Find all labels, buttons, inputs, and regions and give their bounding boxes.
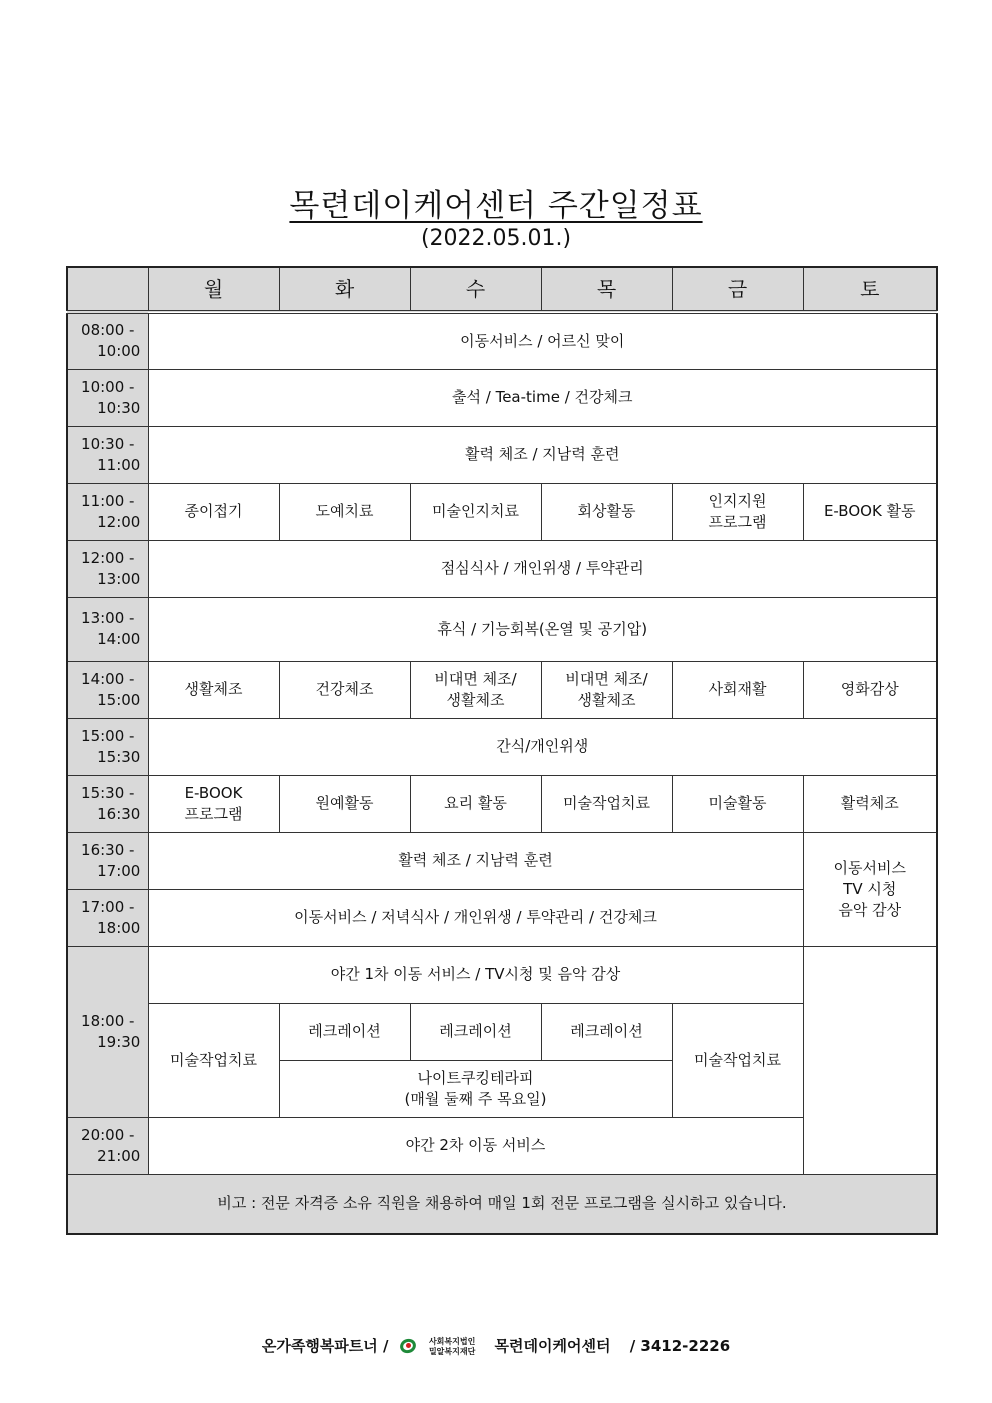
activity-cell: E-BOOK 활동 — [803, 483, 937, 540]
schedule-row — [67, 312, 937, 369]
activity-cell: 건강체조 — [279, 661, 410, 718]
activity-cell: 휴식 / 기능회복(온열 및 공기압) — [148, 597, 937, 661]
activity-cell: 비대면 체조/ 생활체조 — [541, 661, 672, 718]
activity-cell: 영화감상 — [803, 661, 937, 718]
foundation-name: 사회복지법인 밀알복지재단 — [428, 1336, 476, 1356]
schedule-row — [67, 483, 937, 540]
activity-cell: 미술작업치료 — [672, 1003, 803, 1117]
activity-cell: 야간 1차 이동 서비스 / TV시청 및 음악 감상 — [148, 946, 803, 1003]
time-slot: 16:30 - 17:00 — [67, 832, 148, 889]
activity-cell: 생활체조 — [148, 661, 279, 718]
activity-cell: 인지지원 프로그램 — [672, 483, 803, 540]
time-slot: 12:00 - 13:00 — [67, 540, 148, 597]
time-slot: 13:00 - 14:00 — [67, 597, 148, 661]
time-slot: 15:00 - 15:30 — [67, 718, 148, 775]
schedule-row — [67, 775, 937, 832]
time-slot: 11:00 - 12:00 — [67, 483, 148, 540]
schedule-row — [67, 832, 937, 889]
day-header-wed: 수 — [410, 267, 541, 312]
activity-cell: 이동서비스 / 저녁식사 / 개인위생 / 투약관리 / 건강체크 — [148, 889, 803, 946]
activity-cell: 점심식사 / 개인위생 / 투약관리 — [148, 540, 937, 597]
activity-cell: 나이트쿠킹테라피 (매월 둘째 주 목요일) — [279, 1060, 672, 1117]
activity-cell: 회상활동 — [541, 483, 672, 540]
activity-cell: 활력 체조 / 지남력 훈련 — [148, 426, 937, 483]
document-date: (2022.05.01.) — [420, 226, 572, 251]
activity-cell: 원예활동 — [279, 775, 410, 832]
time-slot: 18:00 - 19:30 — [67, 946, 148, 1117]
time-slot: 14:00 - 15:00 — [67, 661, 148, 718]
activity-cell: 종이접기 — [148, 483, 279, 540]
day-header-thu: 목 — [541, 267, 672, 312]
saturday-evening-cell: 이동서비스 TV 시청 음악 감상 — [803, 832, 937, 946]
footer — [0, 1335, 992, 1357]
activity-cell: 미술인지치료 — [410, 483, 541, 540]
day-header-tue: 화 — [279, 267, 410, 312]
activity-cell: 출석 / Tea-time / 건강체크 — [148, 369, 937, 426]
time-slot: 17:00 - 18:00 — [67, 889, 148, 946]
footer-phone: / 3412-2226 — [629, 1337, 731, 1355]
corner-cell — [67, 267, 148, 312]
activity-cell: 야간 2차 이동 서비스 — [148, 1117, 803, 1174]
activity-cell: 도예치료 — [279, 483, 410, 540]
weekly-schedule-table — [66, 266, 938, 1235]
time-slot: 08:00 - 10:00 — [67, 312, 148, 369]
header-row — [67, 267, 937, 312]
schedule-row — [67, 661, 937, 718]
foundation-logo-icon — [398, 1338, 420, 1356]
time-slot: 15:30 - 16:30 — [67, 775, 148, 832]
activity-cell: E-BOOK 프로그램 — [148, 775, 279, 832]
footer-partner: 온가족행복파트너 / — [261, 1337, 389, 1355]
note-cell: 비고 : 전문 자격증 소유 직원을 채용하여 매일 1회 전문 프로그램을 실시하고 있습니다. — [67, 1174, 937, 1234]
footer-center-name: 목련데이케어센터 — [494, 1337, 611, 1355]
activity-cell: 미술작업치료 — [541, 775, 672, 832]
activity-cell: 미술활동 — [672, 775, 803, 832]
activity-cell: 활력 체조 / 지남력 훈련 — [148, 832, 803, 889]
day-header-mon: 월 — [148, 267, 279, 312]
day-header-sat: 토 — [803, 267, 937, 312]
activity-cell: 비대면 체조/ 생활체조 — [410, 661, 541, 718]
activity-cell: 레크레이션 — [279, 1003, 410, 1060]
day-header-fri: 금 — [672, 267, 803, 312]
document-title: 목련데이케어센터 주간일정표 — [289, 188, 703, 224]
time-slot: 10:00 - 10:30 — [67, 369, 148, 426]
activity-cell: 레크레이션 — [541, 1003, 672, 1060]
schedule-row — [67, 946, 937, 1003]
activity-cell: 요리 활동 — [410, 775, 541, 832]
activity-cell: 레크레이션 — [410, 1003, 541, 1060]
schedule-row — [67, 369, 937, 426]
activity-cell: 활력체조 — [803, 775, 937, 832]
activity-cell: 이동서비스 / 어르신 맞이 — [148, 312, 937, 369]
time-slot: 20:00 - 21:00 — [67, 1117, 148, 1174]
note-row — [67, 1174, 937, 1234]
time-slot: 10:30 - 11:00 — [67, 426, 148, 483]
activity-cell: 미술작업치료 — [148, 1003, 279, 1117]
saturday-empty-cell — [803, 946, 937, 1174]
schedule-row — [67, 540, 937, 597]
schedule-row — [67, 718, 937, 775]
schedule-row — [67, 426, 937, 483]
activity-cell: 사회재활 — [672, 661, 803, 718]
schedule-row — [67, 597, 937, 661]
activity-cell: 간식/개인위생 — [148, 718, 937, 775]
